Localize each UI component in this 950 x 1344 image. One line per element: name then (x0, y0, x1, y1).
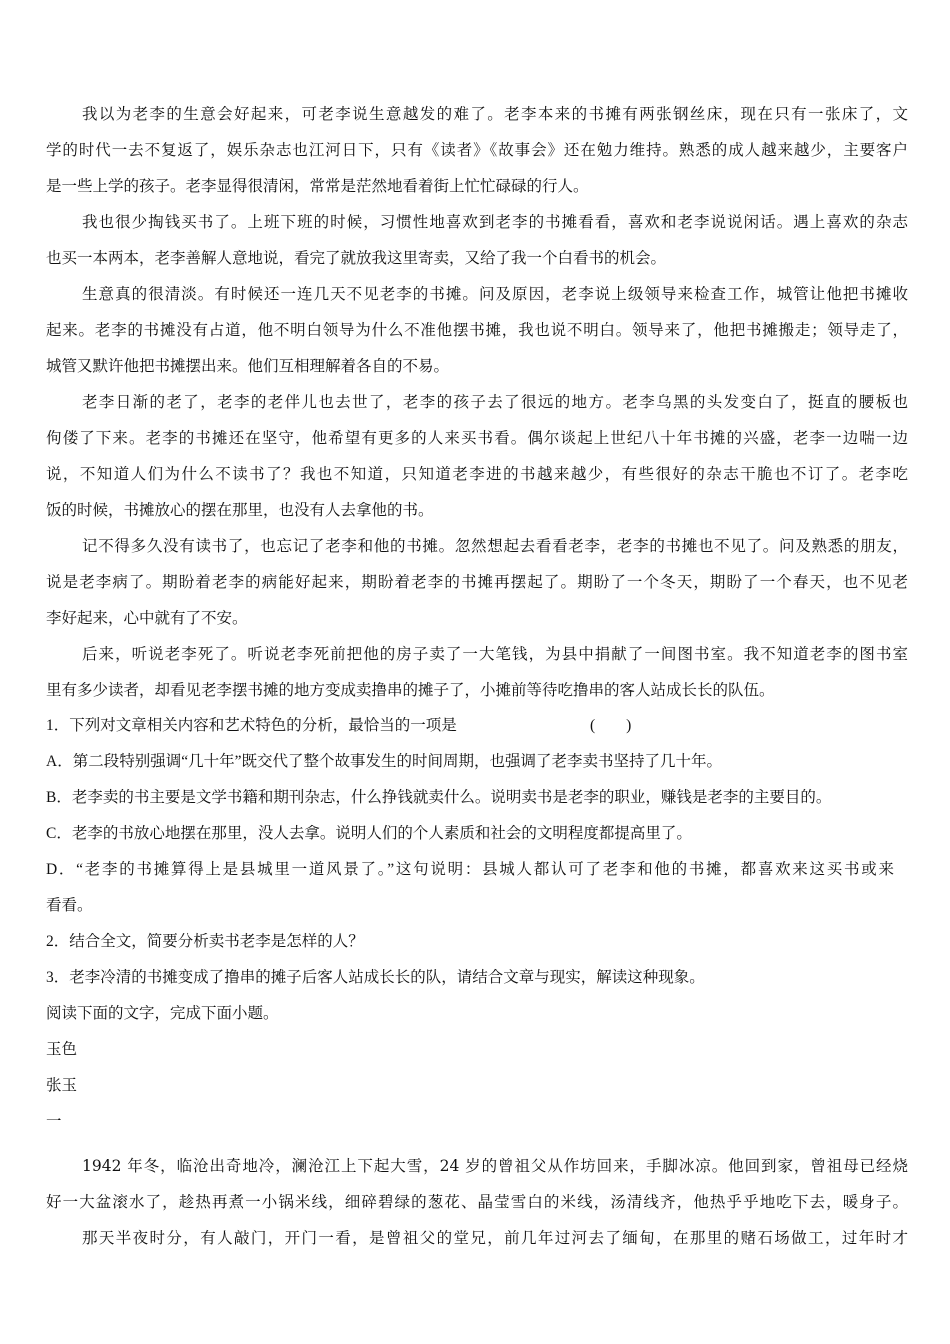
text-line: 饭的时候，书摊放心的摆在那里，也没有人去拿他的书。 (46, 501, 434, 519)
option-b: B．老李卖的书主要是文学书籍和期刊杂志，什么挣钱就卖什么。说明卖书是老李的职业，赚钱是老李的主要目的。 (46, 789, 832, 806)
text-line: 我以为老李的生意会好起来，可老李说生意越发的难了。老李本来的书摊有两张钢丝床，现在只有一张床了，文 (82, 105, 908, 123)
text-line: 那天半夜时分，有人敲门，开门一看，是曾祖父的堂兄，前几年过河去了缅甸，在那里的赌石场做工，过年时才 (82, 1229, 908, 1247)
reading-instruction: 阅读下面的文字，完成下面小题。 (46, 1005, 279, 1022)
text-line: 说是老李病了。期盼着老李的病能好起来，期盼着老李的书摊再摆起了。期盼了一个冬天，期盼了一个春天，也不见老 (46, 573, 908, 591)
option-d: D．“老李的书摊算得上是县城里一道风景了。”这句说明：县城人都认可了老李和他的书摊，都喜欢来这买书或来 (46, 861, 894, 878)
text-line: 是一些上学的孩子。老李显得很清闲，常常是茫然地看着街上忙忙碌碌的行人。 (46, 177, 589, 195)
text-line: 生意真的很清淡。有时候还一连几天不见老李的书摊。问及原因，老李说上级领导来检查工作，城管让他把书摊收 (82, 285, 908, 303)
story-title: 玉色 (46, 1041, 78, 1058)
question-1-text: 1．下列对文章相关内容和艺术特色的分析，最恰当的一项是 (46, 717, 457, 734)
question-2: 2．结合全文，简要分析卖书老李是怎样的人？ (46, 933, 364, 950)
text-line: 李好起来，心中就有了不安。 (46, 609, 248, 627)
text-line: 学的时代一去不复返了，娱乐杂志也江河日下，只有《读者》《故事会》还在勉力维持。熟悉的成人越来越少，主要客户 (46, 141, 908, 159)
text-line: 也买一本两本，老李善解人意地说，看完了就放我这里寄卖，又给了我一个白看书的机会。 (46, 249, 667, 267)
text-line: 我也很少掏钱买书了。上班下班的时候，习惯性地喜欢到老李的书摊看看，喜欢和老李说说闲话。遇上喜欢的杂志 (82, 213, 908, 231)
text-line: 记不得多久没有读书了，也忘记了老李和他的书摊。忽然想起去看看老李，老李的书摊也不见了。问及熟悉的朋友， (82, 537, 908, 555)
section-number: 一 (46, 1113, 62, 1130)
answer-parentheses: ( ) (590, 717, 632, 734)
text-line: 佝偻了下来。老李的书摊还在坚守，他希望有更多的人来买书看。偶尔谈起上世纪八十年书摊的兴盛，老李一边喘一边 (46, 429, 908, 447)
option-a: A．第二段特别强调“几十年”既交代了整个故事发生的时间周期，也强调了老李卖书坚持了几十年。 (46, 753, 722, 770)
text-line: 老李日渐的老了，老李的老伴儿也去世了，老李的孩子去了很远的地方。老李乌黑的头发变白了，挺直的腰板也 (82, 393, 908, 411)
question-3: 3．老李冷清的书摊变成了撸串的摊子后客人站成长长的队，请结合文章与现实，解读这种现象。 (46, 969, 705, 986)
text-line: 1942 年冬，临沧出奇地冷，澜沧江上下起大雪，24 岁的曾祖父从作坊回来，手脚冰凉。他回到家，曾祖母已经烧 (82, 1157, 908, 1175)
story-author: 张玉 (46, 1077, 78, 1094)
text-line: 起来。老李的书摊没有占道，他不明白领导为什么不准他摆书摊，我也说不明白。领导来了，他把书摊搬走；领导走了， (46, 321, 908, 339)
text-line: 里有多少读者，却看见老李摆书摊的地方变成卖撸串的摊子了，小摊前等待吃撸串的客人站成长长的队伍。 (46, 681, 775, 699)
text-line: 说，不知道人们为什么不读书了？我也不知道，只知道老李进的书越来越少，有些很好的杂志干脆也不订了。老李吃 (46, 465, 908, 483)
option-d-continued: 看看。 (46, 897, 93, 914)
option-c: C．老李的书放心地摆在那里，没人去拿。说明人们的个人素质和社会的文明程度都提高里了。 (46, 825, 692, 842)
text-line: 城管又默许他把书摊摆出来。他们互相理解着各自的不易。 (46, 357, 450, 375)
text-line: 后来，听说老李死了。听说老李死前把他的房子卖了一大笔钱，为县中捐献了一间图书室。我不知道老李的图书室 (82, 645, 908, 663)
question-1 (46, 708, 632, 744)
text-line: 好一大盆滚水了，趁热再煮一小锅米线，细碎碧绿的葱花、晶莹雪白的米线，汤清线齐，他热乎乎地吃下去，暖身子。 (46, 1193, 908, 1211)
